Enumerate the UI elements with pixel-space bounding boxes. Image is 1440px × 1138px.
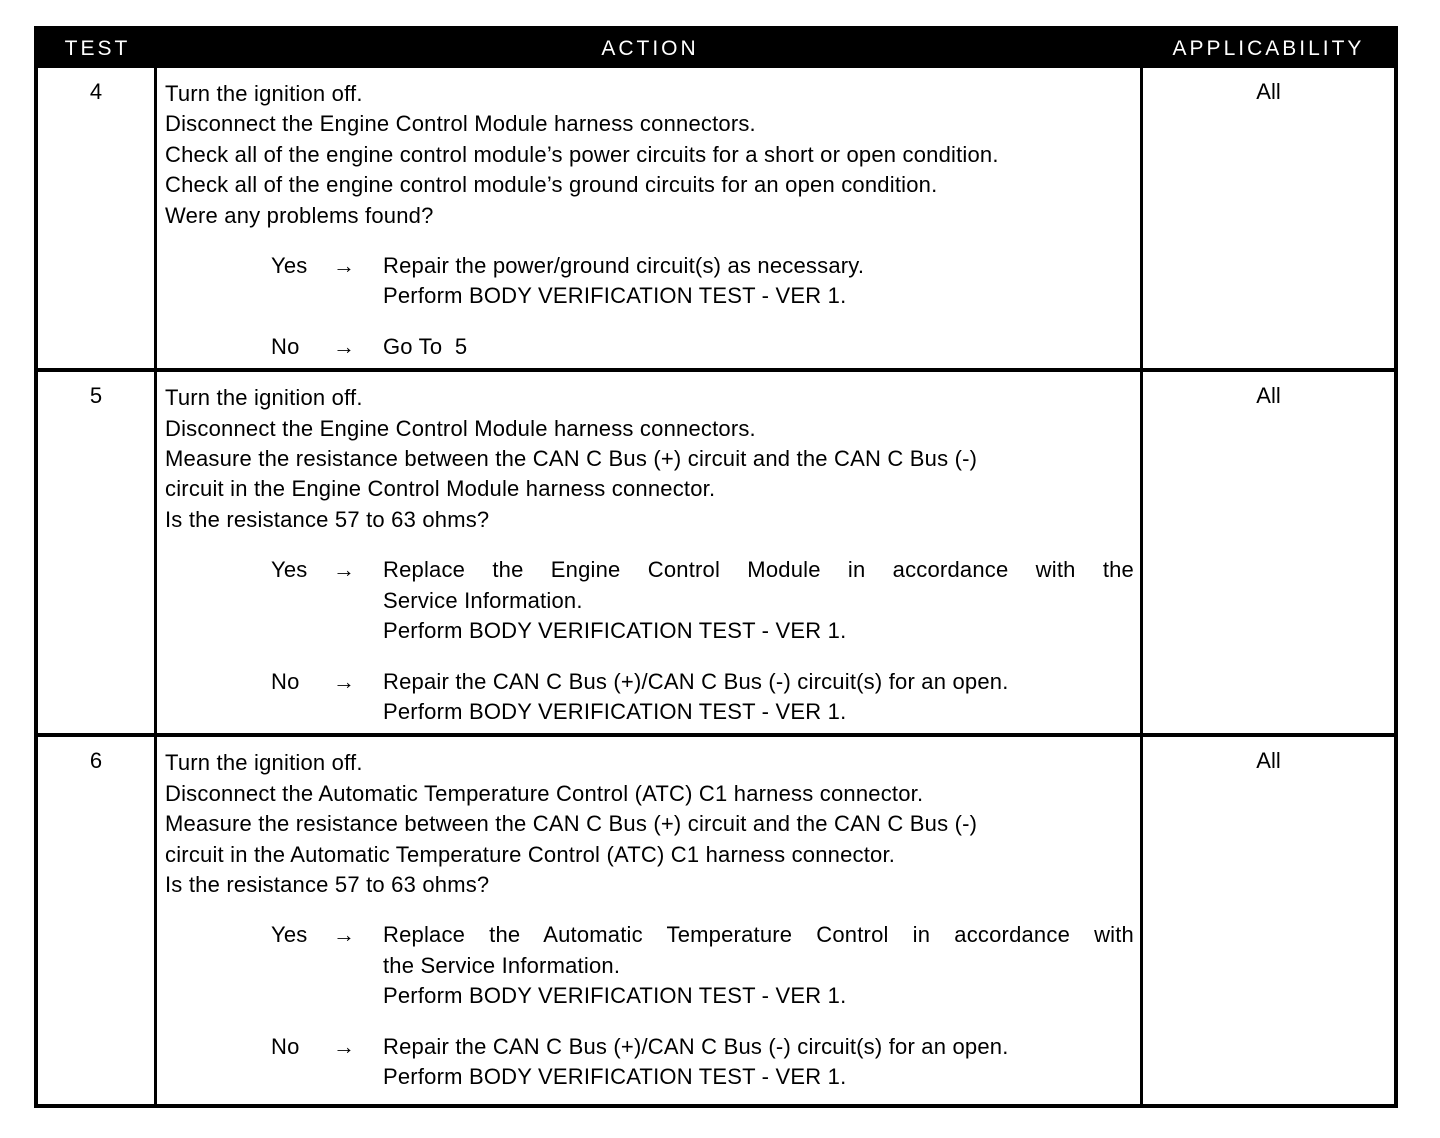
right-arrow-icon: → [333, 922, 356, 948]
action-cell [157, 372, 1143, 733]
yes-text [383, 920, 1134, 1011]
action-step: circuit in the Engine Control Module harness connector. [165, 476, 716, 502]
action-step: Disconnect the Engine Control Module harness connectors. [165, 415, 756, 441]
yes-text [383, 555, 1134, 646]
applicability-value: All [1256, 383, 1281, 409]
header-test: TEST [64, 37, 131, 60]
applicability-value: All [1256, 748, 1281, 774]
right-arrow-icon: → [333, 557, 356, 583]
action-step: circuit in the Automatic Temperature Control (ATC) C1 harness connector. [165, 841, 896, 867]
test-number: 6 [38, 737, 157, 1104]
result-line: Repair the power/ground circuit(s) as necessary. [383, 253, 865, 279]
result-line: Perform BODY VERIFICATION TEST - VER 1. [383, 283, 847, 309]
yes-label: Yes [271, 557, 308, 583]
result-line: Perform BODY VERIFICATION TEST - VER 1. [383, 1063, 847, 1089]
right-arrow-icon: → [333, 333, 356, 359]
action-step: Turn the ignition off. [165, 81, 363, 106]
table-row-test-6 [38, 733, 1394, 1104]
yes-label: Yes [271, 253, 308, 279]
result-line: Perform BODY VERIFICATION TEST - VER 1. [383, 983, 847, 1009]
no-result [165, 667, 1134, 728]
no-text [383, 332, 1134, 362]
yes-result [165, 251, 1134, 312]
no-label: No [271, 333, 300, 359]
yes-label: Yes [271, 922, 308, 948]
result-line: the Service Information. [383, 952, 621, 978]
action-step: Check all of the engine control module’s power circuits for a short or open condition. [165, 141, 999, 167]
result-line: Perform BODY VERIFICATION TEST - VER 1. [383, 618, 847, 644]
action-step: Measure the resistance between the CAN C Bus (+) circuit and the CAN C Bus (-) [165, 446, 978, 472]
goto-link[interactable]: Go To 5 [383, 333, 468, 359]
test-number: 5 [38, 372, 157, 733]
action-question: Were any problems found? [165, 202, 434, 228]
action-cell [157, 68, 1143, 368]
right-arrow-icon: → [333, 1033, 356, 1059]
action-step: Turn the ignition off. [165, 750, 363, 776]
no-label: No [271, 668, 300, 694]
header-applicability: APPLICABILITY [1172, 37, 1365, 60]
result-line: Repair the CAN C Bus (+)/CAN C Bus (-) circuit(s) for an open. [383, 668, 1009, 694]
yes-text [383, 251, 1134, 312]
no-label: No [271, 1033, 300, 1059]
header-action: ACTION [601, 37, 699, 60]
action-cell [157, 737, 1143, 1104]
result-line: Repair the CAN C Bus (+)/CAN C Bus (-) circuit(s) for an open. [383, 1033, 1009, 1059]
right-arrow-icon: → [333, 668, 356, 694]
applicability-value: All [1256, 79, 1281, 104]
action-step: Disconnect the Engine Control Module harness connectors. [165, 111, 756, 137]
result-line: Replace the Engine Control Module in accordance with the [383, 557, 1134, 583]
yes-result [165, 555, 1134, 646]
yes-result [165, 920, 1134, 1011]
no-result [165, 332, 1134, 362]
action-question: Is the resistance 57 to 63 ohms? [165, 506, 490, 532]
no-result [165, 1032, 1134, 1093]
table-header [38, 30, 1394, 68]
diagnostic-table [34, 26, 1398, 1108]
table-row-test-5 [38, 368, 1394, 733]
result-line: Replace the Automatic Temperature Control in accordance with [383, 922, 1134, 948]
no-text [383, 667, 1134, 728]
no-text [383, 1032, 1134, 1093]
result-line: Perform BODY VERIFICATION TEST - VER 1. [383, 698, 847, 724]
action-step: Turn the ignition off. [165, 385, 363, 411]
right-arrow-icon: → [333, 253, 356, 279]
action-step: Measure the resistance between the CAN C Bus (+) circuit and the CAN C Bus (-) [165, 811, 978, 837]
action-question: Is the resistance 57 to 63 ohms? [165, 871, 490, 897]
result-line: Service Information. [383, 587, 583, 613]
action-step: Check all of the engine control module’s ground circuits for an open condition. [165, 172, 938, 198]
action-step: Disconnect the Automatic Temperature Control (ATC) C1 harness connector. [165, 780, 924, 806]
table-row-test-4 [38, 68, 1394, 368]
test-number: 4 [38, 68, 157, 368]
